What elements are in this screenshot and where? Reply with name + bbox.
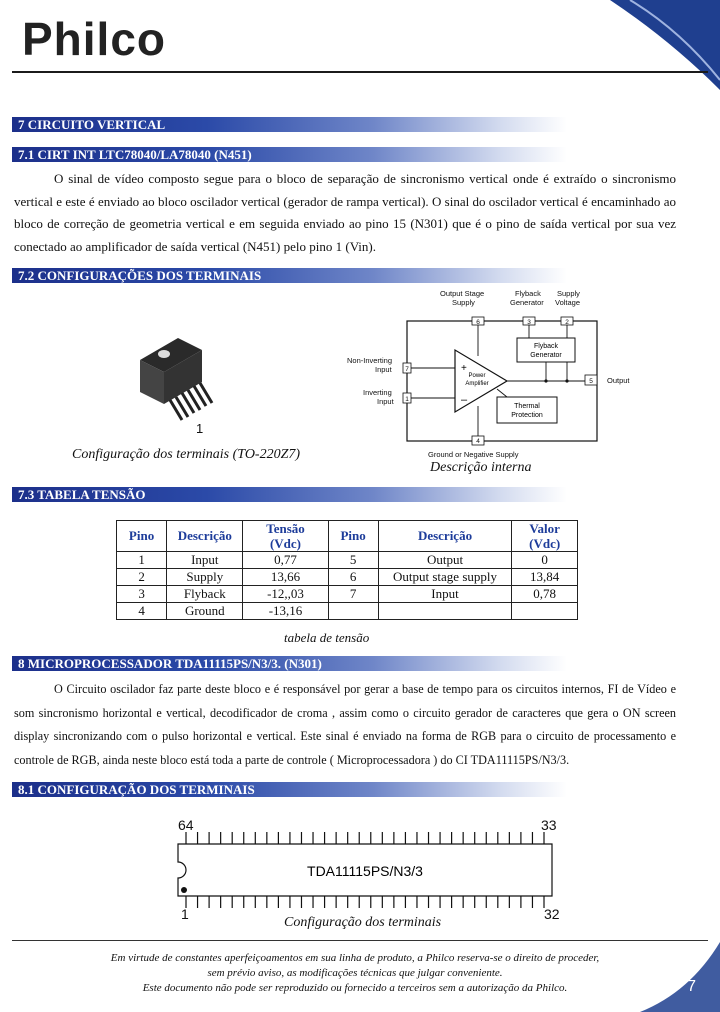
internal-block-diagram [335,285,645,465]
cell: 0 [512,552,578,569]
pin-6-label: 6 [476,319,480,326]
cell: 1 [117,552,167,569]
col-pino-1: Pino [117,521,167,552]
footer-line-3: Este documento não pode ser reproduzido ou fornecido a terceiros sem a autorização da Philco. [142,982,568,994]
footer-line-2: sem prévio aviso, as modificações técnicas que julgar conveniente. [207,967,503,979]
cell: -12,,03 [243,586,328,603]
flyback-block-label-2: Generator [530,352,562,359]
chip-caption: Configuração dos terminais [284,915,442,930]
label-flyback-generator-1: Flyback [515,289,541,298]
top-rule [12,71,708,73]
chip-pin-1-label: 1 [181,906,189,922]
label-ground: Ground or Negative Supply [428,450,519,459]
cell: 5 [328,552,378,569]
thermal-block-label-2: Protection [511,412,543,419]
cell: 4 [117,603,167,620]
voltage-table [116,520,578,620]
voltage-table-header-row [117,521,578,552]
pin-3-label: 3 [527,319,531,326]
chip-drawing [170,830,560,910]
diagram-caption: Descrição interna [430,460,532,475]
opamp-minus: – [461,394,468,406]
package-caption: Configuração dos terminais (TO-220Z7) [72,447,301,462]
cell: 0,77 [243,552,328,569]
label-flyback-generator-2: Generator [510,298,544,307]
footer-text [12,951,698,996]
pin-1-label: 1 [405,396,409,403]
cell: Input [378,586,512,603]
cell: Ground [167,603,243,620]
cell: Input [167,552,243,569]
cell: Supply [167,569,243,586]
col-pino-2: Pino [328,521,378,552]
cell: 6 [328,569,378,586]
pin-7-label: 7 [405,366,409,373]
chip-pin-32-label: 32 [544,906,560,922]
label-supply-voltage-1: Supply [557,289,580,298]
label-inverting-1: Inverting [363,388,392,397]
section-header-7-2: 7.2 CONFIGURAÇÕES DOS TERMINAIS [12,268,567,283]
cell: Output stage supply [378,569,512,586]
table-row [117,586,578,603]
footer-line-1: Em virtude de constantes aperfeiçoamentos em sua linha de produto, a Philco reserva-se o direito de proceder, [110,952,600,964]
section-header-7: 7 CIRCUITO VERTICAL [12,117,567,132]
section-7-1-paragraph: O sinal de vídeo composto segue para o bloco de separação de sincronismo vertical onde é extraído o sincronismo vertical e este é enviado ao bloco oscilador vertical (gerador de rampa vertical). O sinal do oscilador vertical é encaminhado ao bloco de correção de geometria vertical e em seguida enviado ao pino 15 (N301) que é o pino de saída vertical por sua vez conectado ao amplificador de saída vertical (N451) pelo pino 1 (Vin). [14,171,676,254]
col-descricao-2: Descrição [378,521,512,552]
philco-logo: Philco [22,13,167,65]
cell: 0,78 [512,586,578,603]
flyback-block-label-1: Flyback [533,343,559,350]
cell [328,603,378,620]
opamp-label-2: Amplifier [465,381,489,387]
cell: 13,66 [243,569,328,586]
cell: 3 [117,586,167,603]
label-non-inverting-2: Input [375,365,392,374]
opamp-plus: + [461,363,467,374]
cell: 13,84 [512,569,578,586]
cell [378,603,512,620]
col-tensao: Tensão (Vdc) [243,521,328,552]
col-descricao-1: Descrição [167,521,243,552]
section-header-8: 8 MICROPROCESSADOR TDA11115PS/N3/3. (N301) [12,656,567,671]
table-row [117,552,578,569]
col-valor: Valor (Vdc) [512,521,578,552]
label-supply-voltage-2: Voltage [555,298,581,307]
section-header-7-1: 7.1 CIRT INT LTC78040/LA78040 (N451) [12,147,567,162]
table-row [117,569,578,586]
chip-name: TDA11115PS/N3/3 [307,863,423,879]
section-header-8-1: 8.1 CONFIGURAÇÃO DOS TERMINAIS [12,782,567,797]
page-number: 7 [687,978,696,995]
cell: Output [378,552,512,569]
table-caption: tabela de tensão [284,630,370,645]
package-pin-1-label: 1 [196,421,204,436]
section-8-paragraph: O Circuito oscilador faz parte deste bloco e é responsável por gerar a base de tempo para os circuitos internos, FI de Vídeo e som sincronismo horizontal e vertical, decodificador de croma , assim como o circuito gerador de caracteres que gera o ON screen display sincronizando com o pulso horizontal e vertical. Este sinal é enviado na forma de RGB para o circuito de processamento e controle de RGB, ainda neste bloco está toda a parte de controle ( Microprocessadora ) do CI TDA11115PS/N3/3. [14,682,676,768]
cell: Flyback [167,586,243,603]
chip-pin-64-label: 64 [178,817,194,833]
table-row [117,603,578,620]
pin-2-label: 2 [565,319,569,326]
label-output-stage-supply-2: Supply [452,298,475,307]
opamp-label-1: Power [468,373,486,379]
page-corner-decoration [640,942,720,1012]
chip-pin-33-label: 33 [541,817,557,833]
to220-package-drawing [120,332,250,437]
label-output-stage-supply-1: Output Stage [440,289,485,298]
cell: 7 [328,586,378,603]
cell: 2 [117,569,167,586]
pin-5-label: 5 [589,378,593,385]
footer-rule [12,940,708,941]
cell: -13,16 [243,603,328,620]
label-output: Output [607,376,630,385]
thermal-block-label-1: Thermal [514,403,540,410]
pin-4-label: 4 [476,438,480,445]
cell [512,603,578,620]
section-header-7-3: 7.3 TABELA TENSÃO [12,487,567,502]
label-inverting-2: Input [377,397,394,406]
label-non-inverting-1: Non-Inverting [347,356,393,365]
corner-decoration [610,0,720,90]
